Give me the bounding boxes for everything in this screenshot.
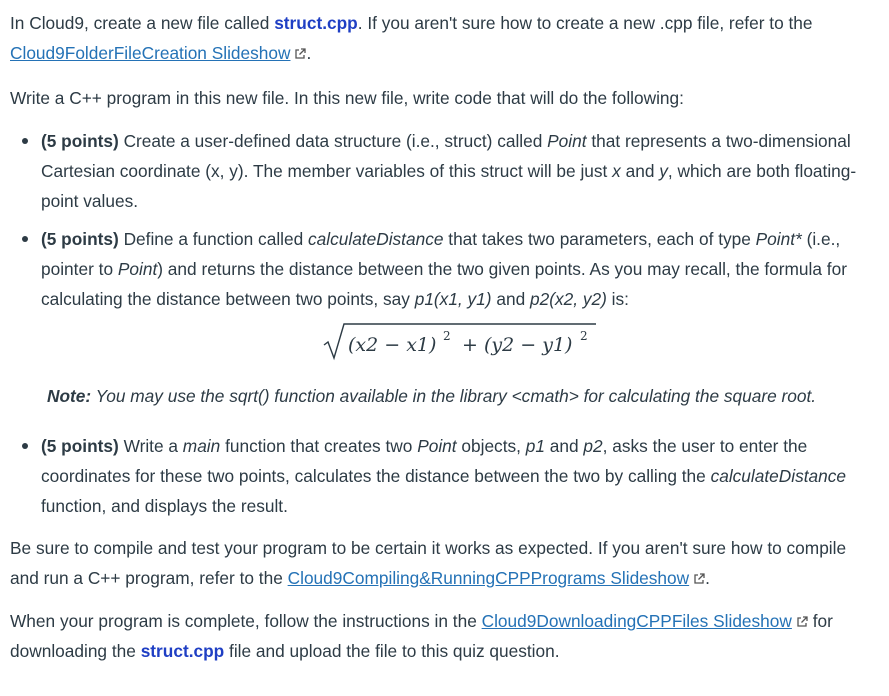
downloading-files-link[interactable]: Cloud9DownloadingCPPFiles Slideshow bbox=[481, 611, 792, 631]
formula-exponent: 2 bbox=[443, 329, 451, 343]
points-label: (5 points) bbox=[41, 131, 119, 151]
instructions-paragraph: Write a C++ program in this new file. In this new file, write code that will do the following: bbox=[10, 88, 684, 108]
formula-term-y: (y2 − y1) bbox=[484, 334, 573, 356]
list-item: (5 points) Define a function called calculateDistance that takes two parameters, each of type Point* (i.e., pointer to Point) and returns the distance between the two given points. As you may recall, the formula for calculating the distance between two points, say p1(x1, y1) and p2(x2, y2) is: (x2 − x1) 2 + (y2 − y1) 2 Note: You may use the sqrt() function available in the library <cmath> for calculating the square root. bbox=[41, 224, 879, 411]
square-root-formula bbox=[322, 321, 598, 361]
filename-highlight: struct.cpp bbox=[140, 641, 225, 661]
external-link-icon bbox=[796, 616, 808, 628]
external-link-icon bbox=[693, 573, 705, 585]
note-label: Note: bbox=[47, 386, 92, 406]
requirements-list bbox=[10, 126, 879, 521]
external-link-icon bbox=[294, 48, 306, 60]
list-item: (5 points) Write a main function that creates two Point objects, p1 and p2, asks the user to enter the coordinates for these two points, calculates the distance between the two by calling the calculateDistance function, and displays the result. bbox=[41, 431, 879, 521]
download-paragraph: When your program is complete, follow the instructions in the Cloud9DownloadingCPPFiles Slideshow for downloading the struct.cpp file and upload the file to this quiz question. bbox=[10, 611, 833, 661]
intro-paragraph: In Cloud9, create a new file called struct.cpp. If you aren't sure how to create a new .cpp file, refer to the Cloud9FolderFileCreation Slideshow . bbox=[10, 13, 813, 63]
formula-term-x: (x2 − x1) bbox=[348, 334, 437, 356]
formula-plus: + bbox=[462, 334, 478, 356]
compile-paragraph: Be sure to compile and test your program to be certain it works as expected. If you aren't sure how to compile and run a C++ program, refer to the Cloud9Compiling&RunningCPPPrograms Slideshow . bbox=[10, 538, 847, 588]
list-item: (5 points) Create a user-defined data structure (i.e., struct) called Point that represents a two-dimensional Cartesian coordinate (x, y). The member variables of this struct will be just x and y, which are both floating-point values. bbox=[41, 126, 879, 216]
filename-highlight: struct.cpp bbox=[274, 13, 358, 33]
points-label: (5 points) bbox=[41, 436, 119, 456]
intro-text: In Cloud9, create a new file called bbox=[10, 13, 275, 33]
note: Note: You may use the sqrt() function available in the library <cmath> for calculating the square root. bbox=[47, 386, 817, 406]
intro-text-2: . If you aren't sure how to create a new .cpp file, refer to the bbox=[357, 13, 813, 33]
points-label: (5 points) bbox=[41, 229, 119, 249]
compiling-running-link[interactable]: Cloud9Compiling&RunningCPPPrograms Slideshow bbox=[287, 568, 690, 588]
formula-exponent: 2 bbox=[580, 329, 588, 343]
folder-file-creation-link[interactable]: Cloud9FolderFileCreation Slideshow bbox=[10, 43, 291, 63]
distance-formula bbox=[41, 321, 879, 361]
